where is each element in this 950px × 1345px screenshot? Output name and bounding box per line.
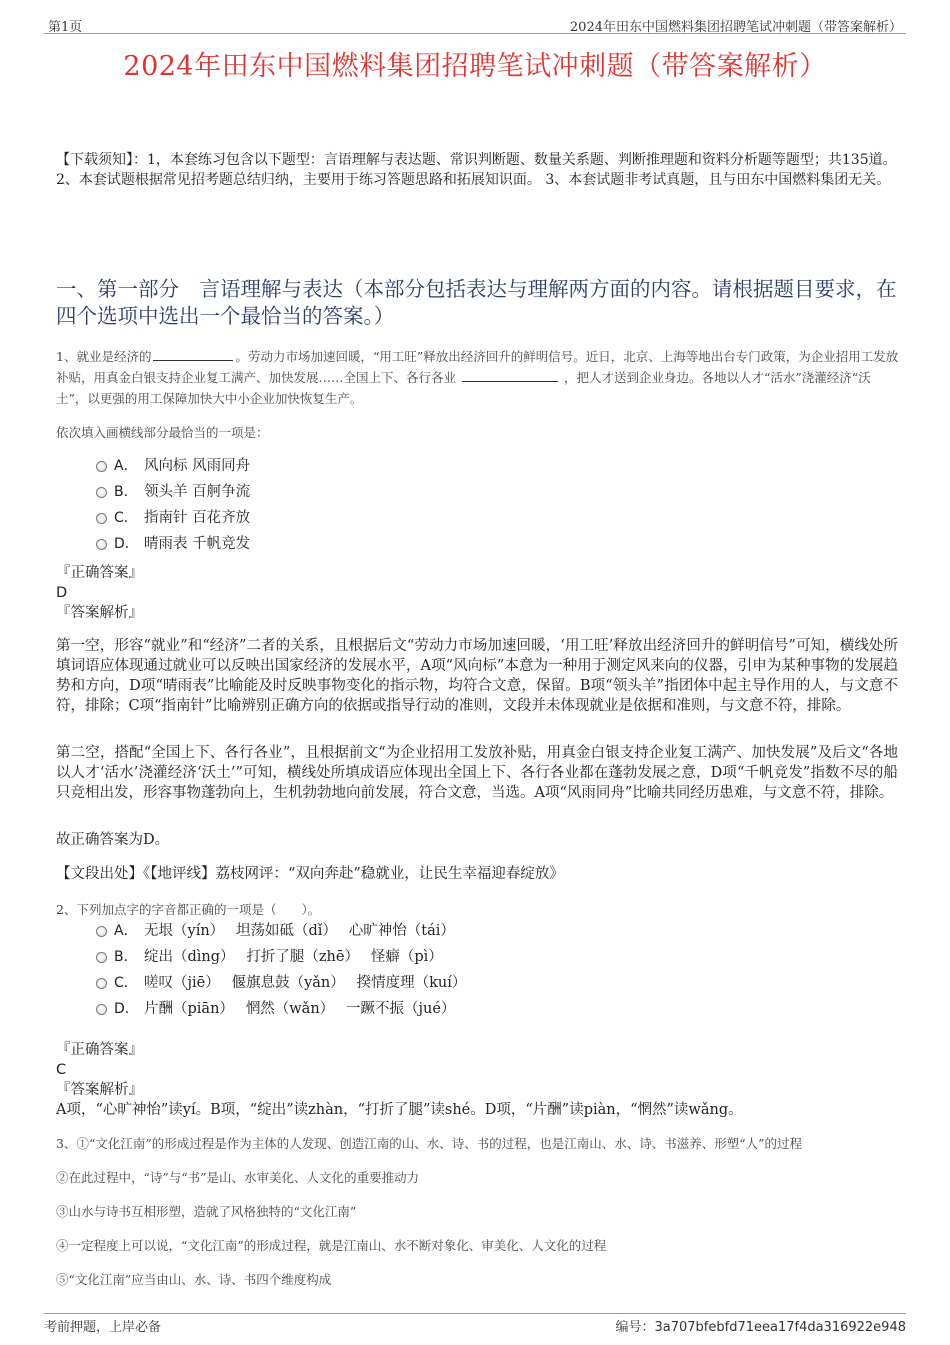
- q1-blank-1: [153, 347, 233, 361]
- q2-options: [96, 918, 466, 1022]
- q1-text-part3: ，把人才送到企业身边。各地以人才“活水”浇灌经济“沃土”，以更强的用工保障加快大中小企业加快恢复生产。: [56, 370, 871, 406]
- q3-line-4: ④一定程度上可以说，“文化江南”的形成过程，就是江南山、水不断对象化、审美化、人文化的过程: [56, 1238, 607, 1253]
- q1-source: 【文段出处】《【地评线】荔枝网评：“双向奔赴”稳就业，让民生幸福迎春绽放》: [56, 866, 564, 882]
- q1-answer-block: [56, 563, 900, 623]
- q1-prompt: 依次填入画横线部分最恰当的一项是：: [56, 425, 269, 440]
- q2-option-c[interactable]: C． 嗟叹（jiē） 偃旗息鼓（yǎn） 揆情度理（kuí）: [96, 970, 466, 996]
- q1-option-c[interactable]: C． 指南针 百花齐放: [96, 505, 250, 531]
- correct-answer: C: [56, 1062, 67, 1078]
- q2-analysis: A项，“心旷神怡”读yí。B项，“绽出”读zhàn，“打折了腿”读shé。D项，“片酬”读piàn，“惘然”读wǎng。: [56, 1102, 743, 1118]
- answer-title: 『正确答案』: [56, 565, 143, 581]
- question-2-stem: 2、下列加点字的字音都正确的一项是（ ）。: [56, 902, 321, 917]
- q3-line-1: 3、①“文化江南”的形成过程是作为主体的人发现、创造江南的山、水、诗、书的过程，也是江南山、水、诗、书滋养、形塑“人”的过程: [56, 1136, 803, 1151]
- analysis-title: 『答案解析』: [56, 1082, 143, 1098]
- q1-conclusion: 故正确答案为D。: [56, 832, 170, 848]
- radio-icon[interactable]: [96, 487, 107, 498]
- page-number: 第1页: [48, 20, 83, 35]
- q2-option-a[interactable]: A． 无垠（yín） 坦荡如砥（dǐ） 心旷神怡（tái）: [96, 918, 466, 944]
- footer-slogan: 考前押题，上岸必备: [44, 1320, 162, 1335]
- radio-icon[interactable]: [96, 539, 107, 550]
- q3-line-2: ②在此过程中，“诗”与“书”是山、水审美化、人文化的重要推动力: [56, 1170, 420, 1185]
- radio-icon[interactable]: [96, 952, 107, 963]
- q1-blank-2: [462, 368, 558, 382]
- radio-icon[interactable]: [96, 1004, 107, 1015]
- q1-option-b[interactable]: B． 领头羊 百舸争流: [96, 479, 250, 505]
- q2-option-b[interactable]: B． 绽出（dìng） 打折了腿（zhē） 怪癖（pì）: [96, 944, 466, 970]
- analysis-title: 『答案解析』: [56, 605, 143, 621]
- answer-title: 『正确答案』: [56, 1042, 143, 1058]
- page-header: [44, 14, 906, 34]
- q1-analysis-1: 第一空，形容“就业”和“经济”二者的关系，且根据后文“劳动力市场加速回暖，‘用工旺’释放出经济回升的鲜明信号”可知，横线处所填词语应体现通过就业可以反映出国家经济的发展水平，A项“风向标”本意为一种用于测定风来向的仪器，引申为某种事物的发展趋势和方向，D项“晴雨表”比喻能及时反映事物变化的指示物，均符合文意，保留。B项“领头羊”指团体中起主导作用的人，与文意不符，排除；C项“指南针”比喻辨别正确方向的依据或指导行动的准则，文段并未体现就业是依据和准则，与文意不符，排除。: [56, 638, 898, 714]
- document-title: 2024年田东中国燃料集团招聘笔试冲刺题（带答案解析）: [123, 51, 827, 82]
- q1-option-a[interactable]: A． 风向标 风雨同舟: [96, 453, 250, 479]
- q1-analysis-2: 第二空，搭配“全国上下、各行各业”，且根据前文“为企业招用工发放补贴，用真金白银支持企业复工满产、加快发展”及后文“各地以人才‘活水’浇灌经济‘沃土’”可知，横线处所填成语应体现出全国上下、各行各业都在蓬勃发展之意，D项“千帆竞发”指数不尽的船只竞相出发，形容事物蓬勃向上，生机勃勃地向前发展，符合文意，当选。A项“风雨同舟”比喻共同经历患难，与文意不符，排除。: [56, 745, 898, 801]
- radio-icon[interactable]: [96, 926, 107, 937]
- q1-option-d[interactable]: D． 晴雨表 千帆竞发: [96, 531, 250, 557]
- q3-line-3: ③山水与诗书互相形塑，造就了风格独特的“文化江南”: [56, 1204, 357, 1219]
- correct-answer: D: [56, 585, 68, 601]
- q3-line-5: ⑤“文化江南”应当由山、水、诗、书四个维度构成: [56, 1272, 332, 1287]
- q1-text-part1: 1、就业是经济的: [56, 349, 152, 364]
- download-notice: 【下载须知】：1，本套练习包含以下题型：言语理解与表达题、常识判断题、数量关系题、判断推理题和资料分析题等题型；共135道。 2、本套试题根据常见招考题总结归纳，主要用于练习答题思路和拓展知识面。 3、本套试题非考试真题，且与田东中国燃料集团无关。: [56, 152, 897, 188]
- question-1-stem: [56, 346, 900, 409]
- q1-options: [96, 453, 250, 557]
- radio-icon[interactable]: [96, 461, 107, 472]
- radio-icon[interactable]: [96, 978, 107, 989]
- q2-option-d[interactable]: D． 片酬（piān） 惘然（wǎn） 一蹶不振（jué）: [96, 996, 466, 1022]
- page-footer: [44, 1313, 906, 1335]
- radio-icon[interactable]: [96, 513, 107, 524]
- header-title: 2024年田东中国燃料集团招聘笔试冲刺题（带答案解析）: [569, 20, 902, 35]
- q1-text-part2: 。劳动力市场加速回暖，“用工旺”释放出经济回升的鲜明信号。近日，北京、上海等地出台专门政策，为企业招用工发放补贴，用真金白银支持企业复工满产、加快发展……全国上下、各行各业: [56, 349, 899, 385]
- section-heading: 一、第一部分 言语理解与表达（本部分包括表达与理解两方面的内容。请根据题目要求，在四个选项中选出一个最恰当的答案。）: [56, 277, 897, 328]
- q2-answer-block: [56, 1040, 900, 1120]
- footer-code: 编号：3a707bfebfd71eea17f4da316922e948: [615, 1320, 906, 1335]
